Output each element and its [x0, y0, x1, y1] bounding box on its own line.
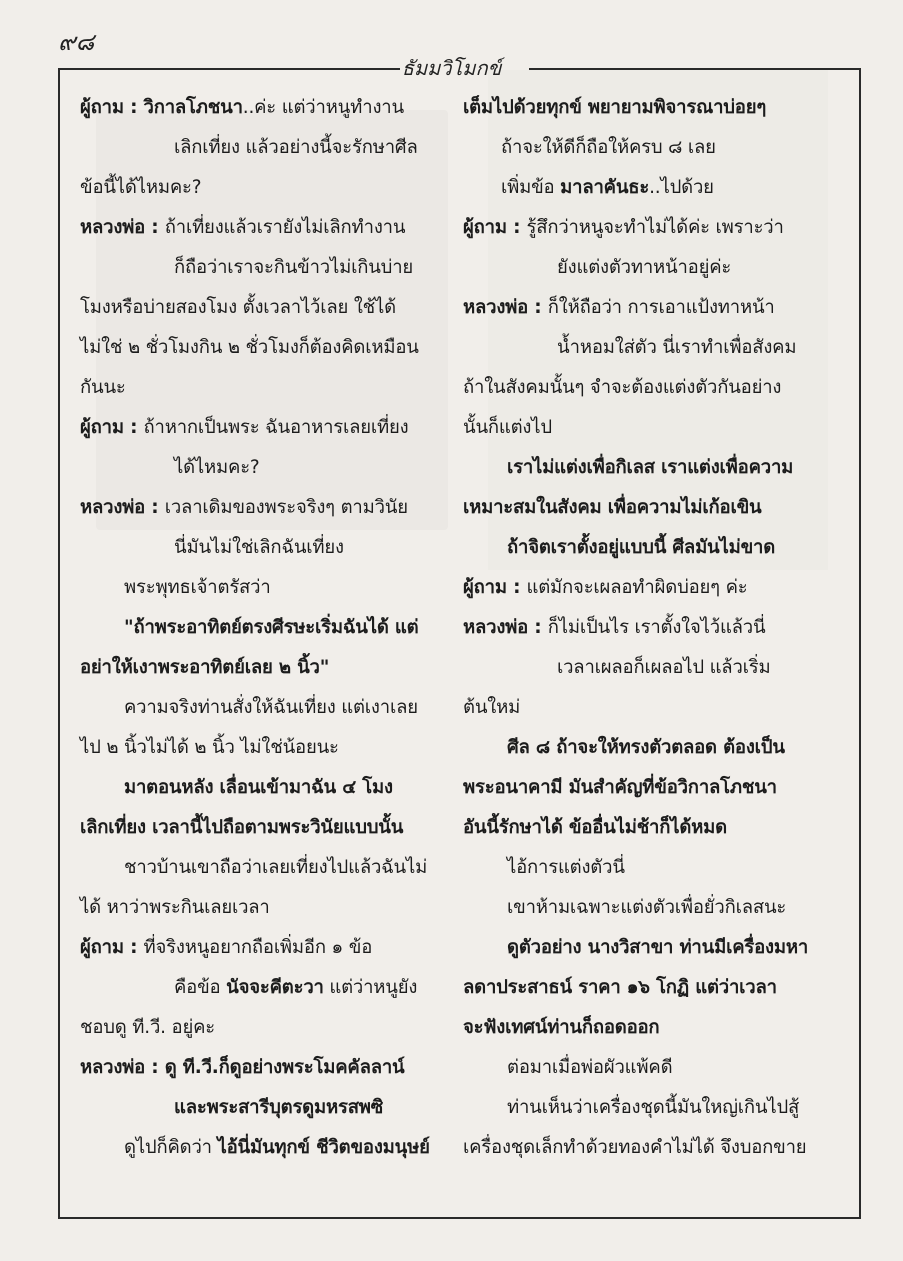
text-line	[80, 568, 430, 608]
body-text: ก็ให้ถือว่า การเอาแป้งทาหน้า	[547, 297, 775, 318]
text-line	[80, 488, 430, 528]
bold-text: ผู้ถาม :	[463, 217, 527, 238]
bold-text: มาตอนหลัง เลื่อนเข้ามาฉัน ๔ โมง	[124, 777, 393, 798]
bold-text: เราไม่แต่งเพื่อกิเลส เราแต่งเพื่อความ	[507, 457, 794, 478]
text-line	[463, 688, 813, 728]
body-text: คือข้อ	[174, 977, 227, 998]
bold-text: พระอนาคามี มันสำคัญที่ข้อวิกาลโภชนา	[463, 777, 777, 798]
body-text: ก็ไม่เป็นไร เราตั้งใจไว้แล้วนี่	[547, 617, 766, 638]
bold-text: เลิกเที่ยง เวลานี้ไปถือตามพระวินัยแบบนั้น	[80, 817, 404, 838]
bold-text: เหมาะสมในสังคม เพื่อความไม่เก้อเขิน	[463, 497, 762, 518]
text-line	[80, 368, 430, 408]
text-line	[463, 1008, 813, 1048]
text-line	[463, 648, 813, 688]
text-line	[463, 128, 813, 168]
bold-text: และพระสารีบุตรดูมหรสพซิ	[174, 1097, 384, 1118]
body-text: แต่ว่าหนูยัง	[323, 977, 418, 998]
bold-text: หลวงพ่อ : ดู ที.วี.ก็ดูอย่างพระโมคคัลลาน์	[80, 1057, 405, 1078]
bold-text: ศีล ๘ ถ้าจะให้ทรงตัวตลอด ต้องเป็น	[507, 737, 785, 758]
body-text: น้ำหอมใส่ตัว นี่เราทำเพื่อสังคม	[557, 337, 797, 358]
left-column	[80, 88, 430, 1168]
bold-text: อันนี้รักษาได้ ข้ออื่นไม่ช้าก็ได้หมด	[463, 817, 727, 838]
text-line	[80, 808, 430, 848]
text-line	[80, 328, 430, 368]
text-line	[463, 88, 813, 128]
text-line	[80, 248, 430, 288]
text-line	[463, 528, 813, 568]
text-line	[80, 288, 430, 328]
bold-text: หลวงพ่อ :	[80, 217, 165, 238]
body-text: ไอ้การแต่งตัวนี่	[507, 857, 625, 878]
text-line	[463, 968, 813, 1008]
text-line	[463, 928, 813, 968]
text-line	[463, 288, 813, 328]
text-line	[80, 728, 430, 768]
body-text: ถ้าในสังคมนั้นๆ จำจะต้องแต่งตัวกันอย่าง	[463, 377, 782, 398]
bold-text: อย่าให้เงาพระอาทิตย์เลย ๒ นิ้ว"	[80, 657, 330, 678]
body-text: เพิ่มข้อ	[501, 177, 561, 198]
body-text: เขาห้ามเฉพาะแต่งตัวเพื่อยั่วกิเลสนะ	[507, 897, 787, 918]
bold-text: ผู้ถาม :	[463, 577, 527, 598]
body-text: ได้ไหมคะ?	[174, 457, 260, 478]
body-text: เลิกเที่ยง แล้วอย่างนี้จะรักษาศีล	[174, 137, 418, 158]
text-line	[80, 768, 430, 808]
bold-text: ผู้ถาม :	[80, 937, 144, 958]
text-line	[80, 1048, 430, 1088]
body-text: ที่จริงหนูอยากถือเพิ่มอีก ๑ ข้อ	[143, 937, 373, 958]
text-line	[463, 488, 813, 528]
text-line	[463, 1128, 813, 1168]
text-line	[80, 1128, 430, 1168]
text-line	[80, 928, 430, 968]
body-text: กันนะ	[80, 377, 126, 398]
body-text: ..ไปด้วย	[649, 177, 714, 198]
body-text: ถ้าหากเป็นพระ ฉันอาหารเลยเที่ยง	[143, 417, 409, 438]
bold-text: "ถ้าพระอาทิตย์ตรงศีรษะเริ่มฉันได้ แต่	[124, 617, 419, 638]
body-text: นี่มันไม่ใช่เลิกฉันเที่ยง	[174, 537, 344, 558]
body-text: ..ค่ะ แต่ว่าหนูทำงาน	[242, 97, 404, 118]
body-text: ถ้าจะให้ดีก็ถือให้ครบ ๘ เลย	[501, 137, 716, 158]
body-text: ข้อนี้ได้ไหมคะ?	[80, 177, 202, 198]
text-line	[80, 128, 430, 168]
bold-text: ดูตัวอย่าง นางวิสาขา ท่านมีเครื่องมหา	[507, 937, 809, 958]
text-line	[463, 728, 813, 768]
text-line	[463, 848, 813, 888]
body-text: ดูไปก็คิดว่า	[124, 1137, 218, 1158]
text-line	[80, 608, 430, 648]
body-text: ชาวบ้านเขาถือว่าเลยเที่ยงไปแล้วฉันไม่	[124, 857, 428, 878]
body-text: โมงหรือบ่ายสองโมง ตั้งเวลาไว้เลย ใช้ได้	[80, 297, 396, 318]
text-line	[80, 528, 430, 568]
body-text: ไม่ใช่ ๒ ชั่วโมงกิน ๒ ชั่วโมงก็ต้องคิดเหมือน	[80, 337, 419, 358]
text-line	[463, 368, 813, 408]
body-text: ต้นใหม่	[463, 697, 521, 718]
text-line	[463, 168, 813, 208]
text-line	[463, 608, 813, 648]
body-text: ท่านเห็นว่าเครื่องชุดนี้มันใหญ่เกินไปสู้	[507, 1097, 800, 1118]
body-text: เวลาเผลอก็เผลอไป แล้วเริ่ม	[557, 657, 771, 678]
body-text: พระพุทธเจ้าตรัสว่า	[124, 577, 271, 598]
text-line	[463, 208, 813, 248]
text-line	[463, 328, 813, 368]
text-line	[80, 208, 430, 248]
text-line	[80, 648, 430, 688]
text-line	[463, 768, 813, 808]
bold-text: นัจจะคีตะวา	[226, 977, 324, 998]
body-text: ถ้าเที่ยงแล้วเรายังไม่เลิกทำงาน	[164, 217, 406, 238]
body-text: ชอบดู ที.วี. อยู่คะ	[80, 1017, 215, 1038]
bold-text: หลวงพ่อ :	[463, 297, 548, 318]
text-line	[80, 88, 430, 128]
bold-text: จะฟังเทศน์ท่านก็ถอดออก	[463, 1017, 660, 1038]
text-line	[463, 448, 813, 488]
body-text: รู้สึกว่าหนูจะทำไม่ได้ค่ะ เพราะว่า	[526, 217, 784, 238]
text-line	[463, 808, 813, 848]
bold-text: เต็มไปด้วยทุกข์ พยายามพิจารณาบ่อยๆ	[463, 97, 767, 118]
right-column	[463, 88, 813, 1168]
body-text: เวลาเดิมของพระจริงๆ ตามวินัย	[164, 497, 408, 518]
text-line	[463, 248, 813, 288]
bold-text: ถ้าจิตเราตั้งอยู่แบบนี้ ศีลมันไม่ขาด	[507, 537, 776, 558]
text-line	[80, 688, 430, 728]
body-text: แต่มักจะเผลอทำผิดบ่อยๆ ค่ะ	[526, 577, 748, 598]
bold-text: มาลาคันธะ	[560, 177, 650, 198]
text-line	[463, 568, 813, 608]
body-text: ความจริงท่านสั่งให้ฉันเที่ยง แต่เงาเลย	[124, 697, 418, 718]
text-line	[80, 1008, 430, 1048]
body-text: เครื่องชุดเล็กทำด้วยทองคำไม่ได้ จึงบอกขาย	[463, 1137, 807, 1158]
text-line	[80, 1088, 430, 1128]
body-text: ยังแต่งตัวทาหน้าอยู่ค่ะ	[557, 257, 732, 278]
text-line	[80, 448, 430, 488]
page-number: ๙๘	[58, 28, 95, 56]
text-line	[463, 1088, 813, 1128]
bold-text: วิกาลโภชนา	[143, 97, 243, 118]
text-line	[80, 968, 430, 1008]
text-line	[463, 888, 813, 928]
text-line	[80, 168, 430, 208]
bold-text: ไอ้นี่มันทุกข์ ชีวิตของมนุษย์	[217, 1137, 430, 1158]
body-text: ได้ หาว่าพระกินเลยเวลา	[80, 897, 270, 918]
bold-text: ลดาประสาธน์ ราคา ๑๖ โกฏิ แต่ว่าเวลา	[463, 977, 777, 998]
bold-text: ผู้ถาม :	[80, 417, 144, 438]
text-line	[80, 888, 430, 928]
body-text: ไป ๒ นิ้วไม่ได้ ๒ นิ้ว ไม่ใช่น้อยนะ	[80, 737, 339, 758]
text-line	[80, 848, 430, 888]
bold-text: หลวงพ่อ :	[80, 497, 165, 518]
body-text: ต่อมาเมื่อพ่อผัวแพ้คดี	[507, 1057, 673, 1078]
text-line	[463, 1048, 813, 1088]
bold-text: ผู้ถาม :	[80, 97, 144, 118]
body-text: ก็ถือว่าเราจะกินข้าวไม่เกินบ่าย	[174, 257, 414, 278]
text-line	[80, 408, 430, 448]
running-header: ธัมมวิโมกข์	[401, 56, 502, 80]
bold-text: หลวงพ่อ :	[463, 617, 548, 638]
text-line	[463, 408, 813, 448]
body-text: นั้นก็แต่งไป	[463, 417, 552, 438]
